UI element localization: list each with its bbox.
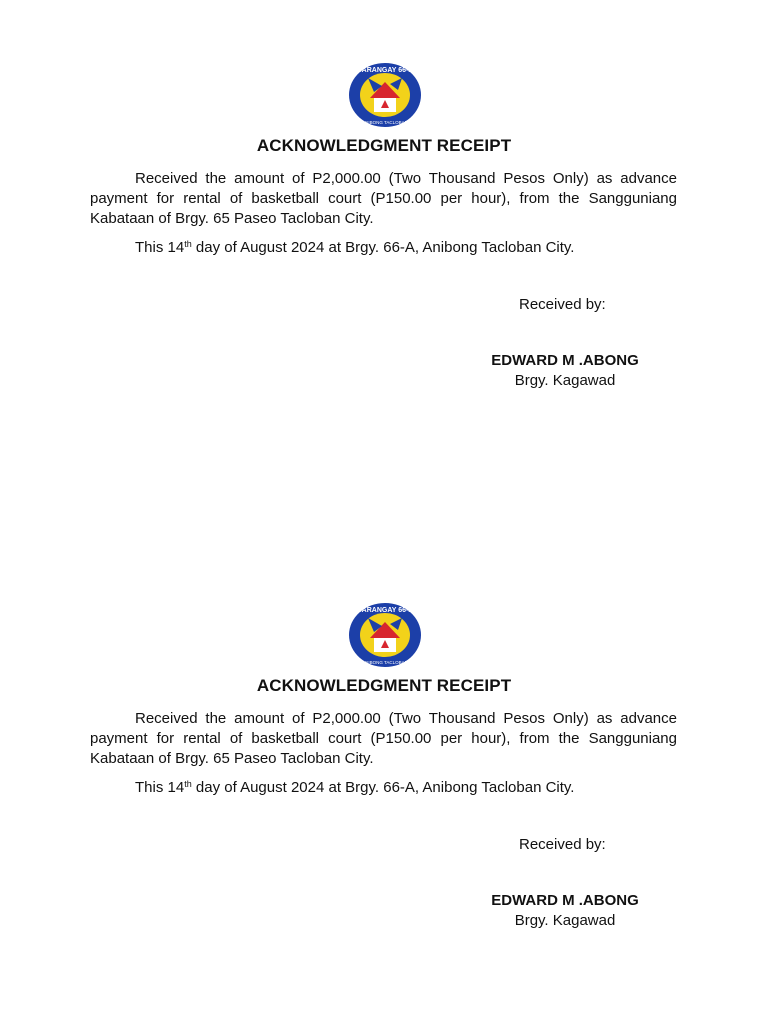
signer-name: EDWARD M .ABONG	[491, 352, 639, 369]
date-ordinal: th	[184, 779, 192, 789]
receipt-title: ACKNOWLEDGMENT RECEIPT	[256, 676, 512, 695]
receipt-title: ACKNOWLEDGMENT RECEIPT	[256, 136, 512, 155]
date-rest: day of August 2024 at Brgy. 66-A, Anibong Tacloban City.	[191, 779, 575, 796]
date-prefix: This 14	[135, 239, 185, 256]
receipt-body: Received the amount of P2,000.00 (Two Thousand Pesos Only) as advance payment for rental of basketball court (P150.00 per hour), from the Sangguniang Kabataan of Brgy. 65 Paseo Tacloban City.	[90, 710, 677, 767]
signer-title: Brgy. Kagawad	[514, 912, 616, 929]
svg-text:ANIBONG TACLOBAN: ANIBONG TACLOBAN	[362, 660, 408, 665]
receipt-1	[0, 0, 768, 430]
barangay-seal-logo	[348, 62, 422, 128]
signer-name: EDWARD M .ABONG	[491, 892, 639, 909]
svg-text:BARANGAY 66-A: BARANGAY 66-A	[356, 607, 414, 614]
signer-title: Brgy. Kagawad	[514, 372, 616, 389]
date-rest: day of August 2024 at Brgy. 66-A, Anibong Tacloban City.	[191, 239, 575, 256]
receipt-body: Received the amount of P2,000.00 (Two Thousand Pesos Only) as advance payment for rental of basketball court (P150.00 per hour), from the Sangguniang Kabataan of Brgy. 65 Paseo Tacloban City.	[90, 170, 677, 227]
receipt-2	[0, 540, 768, 970]
receipt-date-line	[135, 778, 574, 798]
receipt-date-line	[135, 238, 574, 258]
barangay-seal-logo	[348, 602, 422, 668]
received-by-label: Received by:	[519, 296, 606, 313]
svg-text:ANIBONG TACLOBAN: ANIBONG TACLOBAN	[362, 120, 408, 125]
date-ordinal: th	[184, 239, 192, 249]
date-prefix: This 14	[135, 779, 185, 796]
svg-text:BARANGAY 66-A: BARANGAY 66-A	[356, 67, 414, 74]
received-by-label: Received by:	[519, 836, 606, 853]
